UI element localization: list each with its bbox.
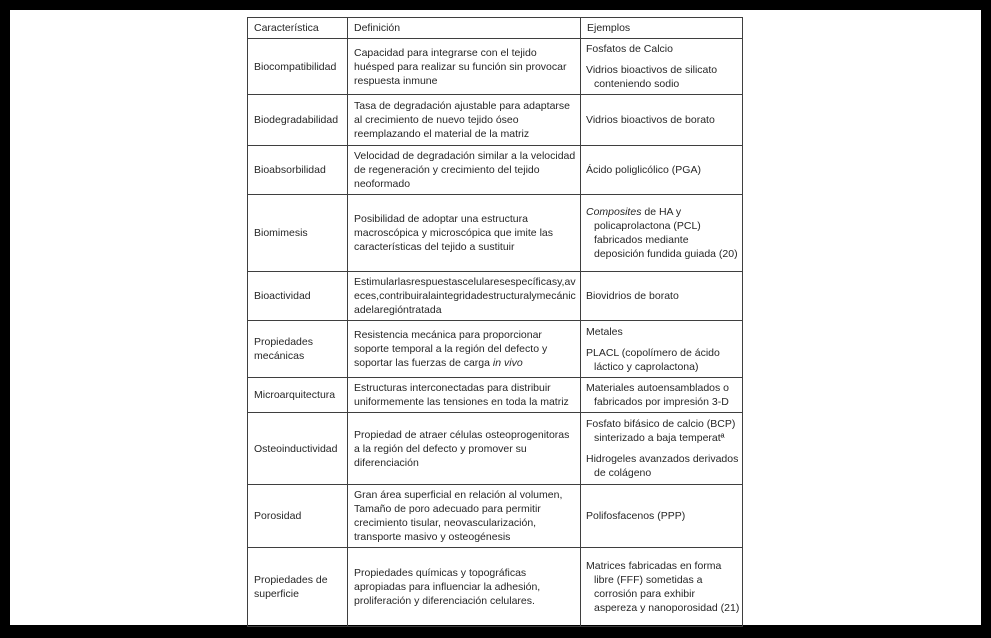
text-segment: Matrices fabricadas en forma libre (FFF) sometidas a corrosión para exhibir aspereza y nanoporosidad (21)	[586, 560, 740, 614]
paragraph	[354, 99, 576, 141]
cell-ejemplos	[581, 321, 743, 378]
text-segment: Fosfato bifásico de calcio (BCP) sinterizado a baja temperatª	[586, 418, 736, 444]
header-row	[248, 18, 743, 39]
paragraph	[586, 381, 740, 409]
text-segment: Fosfatos de Calcio	[586, 43, 673, 55]
text-segment: Materiales autoensamblados o fabricados por impresión 3-D	[586, 382, 730, 408]
cell-ejemplos	[581, 146, 743, 195]
paragraph	[586, 417, 740, 445]
cell-definicion	[348, 548, 581, 627]
table-row	[248, 39, 743, 95]
paragraph	[586, 452, 740, 480]
paragraph	[254, 573, 343, 601]
table-row	[248, 378, 743, 413]
text-segment: de HA y policaprolactona (PCL) fabricados mediante deposición fundida guiada (20)	[594, 206, 738, 260]
paragraph	[586, 289, 740, 303]
cell-caracteristica	[248, 321, 348, 378]
cell-definicion	[348, 321, 581, 378]
text-segment: Osteoinductividad	[254, 442, 338, 455]
cell-caracteristica	[248, 95, 348, 146]
column-header-definicion: Definición	[348, 18, 581, 39]
paragraph	[354, 275, 576, 317]
text-segment: Biomimesis	[254, 227, 308, 239]
text-segment: Vidrios bioactivos de borato	[586, 114, 715, 126]
paragraph	[586, 559, 740, 615]
cell-ejemplos	[581, 195, 743, 272]
text-segment: Propiedad de atraer células osteoprogenitoras a la región del defecto y promover su diferenciación	[354, 428, 570, 469]
text-segment: Biodegradabilidad	[254, 114, 339, 126]
cell-caracteristica	[248, 413, 348, 485]
cell-caracteristica	[248, 378, 348, 413]
cell-caracteristica	[248, 548, 348, 627]
paragraph	[354, 428, 576, 470]
paragraph	[354, 566, 576, 608]
text-segment: Propiedades químicas y topográficas apropiadas para influenciar la adhesión, proliferación y diferenciación celulares.	[354, 567, 541, 607]
text-segment: Propiedades mecánicas	[254, 336, 313, 362]
table-body	[248, 39, 743, 627]
text-segment: PLACL (copolímero de ácido láctico y caprolactona)	[586, 346, 720, 373]
cell-ejemplos	[581, 485, 743, 548]
paragraph	[354, 328, 576, 370]
paragraph	[586, 346, 740, 374]
cell-definicion	[348, 378, 581, 413]
table-row	[248, 485, 743, 548]
paragraph	[354, 212, 576, 254]
table-row	[248, 548, 743, 627]
cell-ejemplos	[581, 95, 743, 146]
text-segment: Ácido poliglicólico (PGA)	[586, 164, 701, 176]
characteristics-table	[247, 17, 743, 627]
cell-ejemplos	[581, 272, 743, 321]
text-segment: Tasa de degradación ajustable para adaptarse al crecimiento de nuevo tejido óseo reemplazando el material de la matriz	[354, 100, 570, 140]
text-segment: Estimularlasrespuestascelularesespecíficasy,aveces,contribuiralaintegridadestructuralymecánicadelaregióntratada	[354, 276, 576, 316]
paragraph	[586, 42, 740, 56]
paragraph	[586, 205, 740, 261]
cell-definicion	[348, 195, 581, 272]
text-segment: Biovidrios de borato	[586, 290, 679, 302]
column-header-ejemplos: Ejemplos	[581, 18, 743, 39]
cell-definicion	[348, 95, 581, 146]
text-segment: Resistencia mecánica para proporcionar soporte temporal a la región del defecto y soportar las fuerzas de carga	[354, 329, 548, 369]
text-segment: Propiedades de superficie	[254, 574, 328, 600]
cell-definicion	[348, 39, 581, 95]
paragraph	[586, 163, 740, 177]
document-page	[10, 10, 981, 625]
text-segment: Posibilidad de adoptar una estructura macroscópica y microscópica que imite las características del tejido a sustituir	[354, 213, 553, 253]
text-segment: Porosidad	[254, 510, 302, 522]
text-segment: Velocidad de degradación similar a la velocidad de regeneración y crecimiento del tejido neoformado	[354, 150, 576, 190]
cell-caracteristica	[248, 39, 348, 95]
text-segment: Capacidad para integrarse con el tejido huésped para realizar su función sin provocar respuesta inmune	[354, 46, 567, 87]
cell-caracteristica	[248, 272, 348, 321]
paragraph	[254, 388, 343, 402]
paragraph	[254, 226, 343, 240]
table-row	[248, 413, 743, 485]
paragraph	[354, 488, 576, 544]
cell-definicion	[348, 413, 581, 485]
paragraph	[254, 60, 343, 74]
table-row	[248, 321, 743, 378]
cell-ejemplos	[581, 378, 743, 413]
cell-caracteristica	[248, 146, 348, 195]
text-segment: Biocompatibilidad	[254, 60, 337, 73]
cell-definicion	[348, 272, 581, 321]
paragraph	[254, 442, 343, 456]
cell-caracteristica	[248, 485, 348, 548]
paragraph	[354, 149, 576, 191]
table-header	[248, 18, 743, 39]
paragraph	[586, 113, 740, 127]
text-segment: Hidrogeles avanzados derivados de colágeno	[586, 453, 739, 479]
paragraph	[586, 509, 740, 523]
paragraph	[354, 381, 576, 409]
text-segment: Bioabsorbilidad	[254, 164, 326, 176]
paragraph	[254, 289, 343, 303]
cell-caracteristica	[248, 195, 348, 272]
text-segment: Estructuras interconectadas para distribuir uniformemente las tensiones en toda la matriz	[354, 382, 569, 408]
text-segment: Bioactividad	[254, 290, 311, 302]
text-segment: Gran área superficial en relación al volumen, Tamaño de poro adecuado para permitir crecimiento tisular, neovascularización, transporte masivo y osteogénesis	[354, 489, 563, 543]
table-row	[248, 195, 743, 272]
text-segment: Polifosfacenos (PPP)	[586, 510, 686, 522]
paragraph	[586, 63, 740, 91]
table-row	[248, 95, 743, 146]
italic-text-segment: Composites	[586, 206, 642, 218]
cell-ejemplos	[581, 548, 743, 627]
text-segment: Microarquitectura	[254, 389, 336, 401]
paragraph	[254, 335, 343, 363]
cell-definicion	[348, 146, 581, 195]
text-segment: Vidrios bioactivos de silicato conteniendo sodio	[586, 64, 718, 90]
paragraph	[354, 46, 576, 88]
column-header-caracteristica: Característica	[248, 18, 348, 39]
paragraph	[586, 325, 740, 339]
cell-ejemplos	[581, 39, 743, 95]
table-row	[248, 272, 743, 321]
text-segment: Metales	[586, 325, 623, 338]
table-row	[248, 146, 743, 195]
italic-text-segment: in vivo	[492, 357, 523, 369]
paragraph	[254, 163, 343, 177]
cell-definicion	[348, 485, 581, 548]
paragraph	[254, 509, 343, 523]
paragraph	[254, 113, 343, 127]
cell-ejemplos	[581, 413, 743, 485]
